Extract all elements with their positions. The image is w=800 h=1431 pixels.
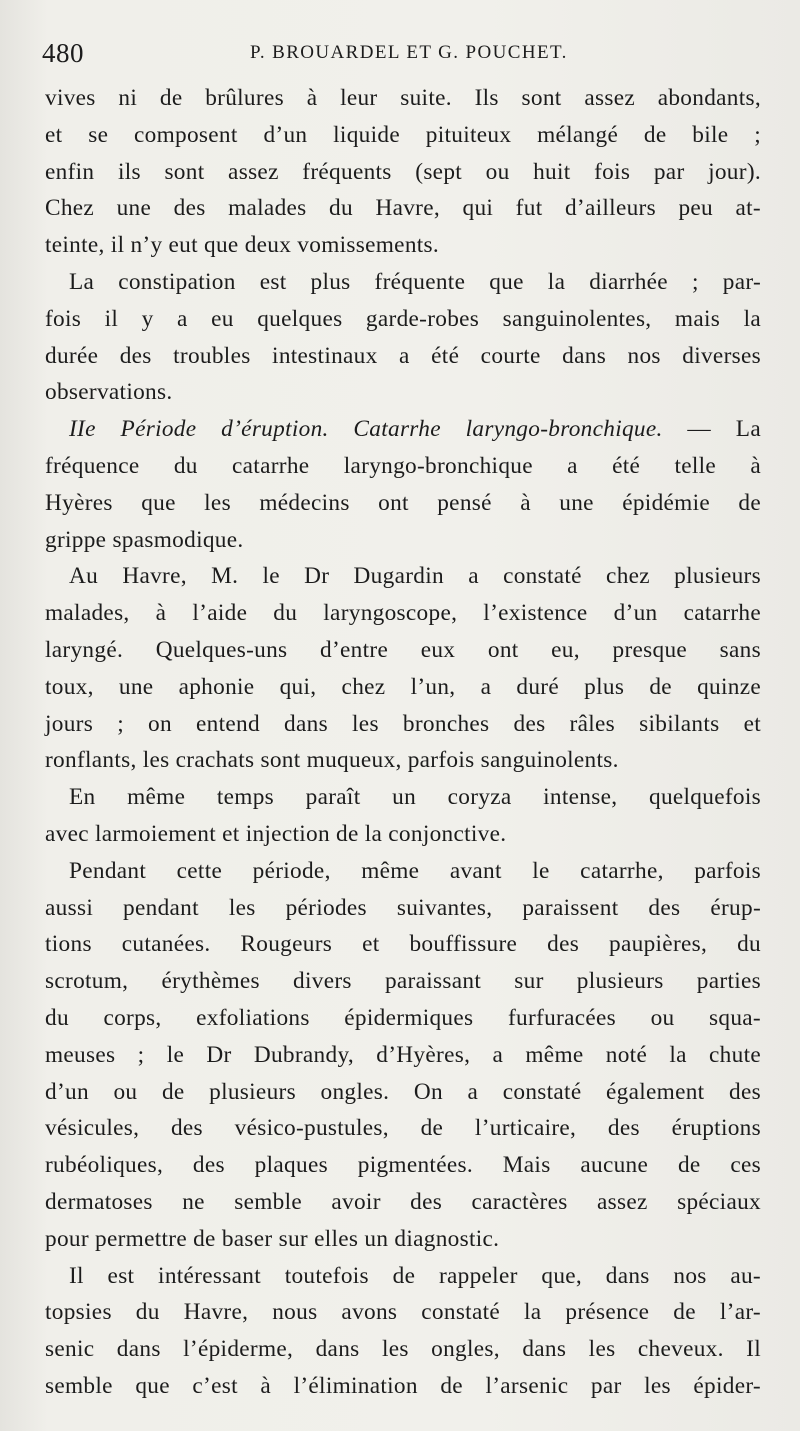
text-line: observations. xyxy=(45,379,173,406)
text-line: grippe spasmodique. xyxy=(45,526,244,553)
text-line: La constipation est plus fréquente que la diarrhée ; par- xyxy=(69,268,761,295)
text-line: fréquence du catarrhe laryngo-bronchique a été telle à xyxy=(45,452,761,479)
body-text xyxy=(45,80,761,1405)
section-heading: IIe Période d’éruption. Catarrhe laryngo-bronchique. xyxy=(69,416,663,443)
text-line: avec larmoiement et injection de la conjonctive. xyxy=(45,820,507,847)
text-line: meuses ; le Dr Dubrandy, d’Hyères, a même noté la chute xyxy=(45,1041,761,1068)
text-line: teinte, il n’y eut que deux vomissements. xyxy=(45,232,440,259)
heading-tail: — La xyxy=(662,416,761,443)
text-line: senic dans l’épiderme, dans les ongles, dans les cheveux. Il xyxy=(45,1336,761,1363)
text-line: durée des troubles intestinaux a été courte dans nos diverses xyxy=(45,342,761,369)
paragraph-constipation xyxy=(45,264,761,411)
text-line: fois il y a eu quelques garde-robes sanguinolentes, mais la xyxy=(45,305,761,332)
paragraph-arsenic-autopsies xyxy=(45,1258,761,1405)
text-line: enfin ils sont assez fréquents (sept ou huit fois par jour). xyxy=(45,158,761,185)
text-line: vésicules, des vésico-pustules, de l’urticaire, des éruptions xyxy=(45,1115,761,1142)
text-line: et se composent d’un liquide pituiteux mélangé de bile ; xyxy=(45,121,761,148)
text-line: rubéoliques, des plaques pigmentées. Mais aucune de ces xyxy=(45,1152,761,1179)
paragraph-havre-laryngoscope xyxy=(45,558,761,779)
page-header xyxy=(42,38,760,78)
paragraph-cutaneous-eruptions xyxy=(45,853,761,1258)
page-number: 480 xyxy=(42,38,84,68)
text-line: topsies du Havre, nous avons constaté la présence de l’ar- xyxy=(45,1299,761,1326)
text-line: Hyères que les médecins ont pensé à une épidémie de xyxy=(45,489,761,516)
text-line: aussi pendant les périodes suivantes, paraissent des érup- xyxy=(45,894,761,921)
text-line: Chez une des malades du Havre, qui fut d’ailleurs peu at- xyxy=(45,195,761,222)
text-line: du corps, exfoliations épidermiques furfuracées ou squa- xyxy=(45,1004,761,1031)
text-line: pour permettre de baser sur elles un diagnostic. xyxy=(45,1225,500,1252)
text-line: Il est intéressant toutefois de rappeler que, dans nos au- xyxy=(69,1262,761,1289)
text-line: vives ni de brûlures à leur suite. Ils sont assez abondants, xyxy=(45,85,761,111)
section-heading-line xyxy=(45,411,761,448)
text-line: semble que c’est à l’élimination de l’arsenic par les épider- xyxy=(45,1372,761,1399)
text-line: laryngé. Quelques-uns d’entre eux ont eu, presque sans xyxy=(45,636,761,663)
text-line: ronflants, les crachats sont muqueux, parfois sanguinolents. xyxy=(45,747,619,774)
text-line: d’un ou de plusieurs ongles. On a constaté également des xyxy=(45,1078,761,1105)
text-line: scrotum, érythèmes divers paraissant sur plusieurs parties xyxy=(45,968,761,995)
text-line: jours ; on entend dans les bronches des râles sibilants et xyxy=(45,710,761,737)
text-line: dermatoses ne semble avoir des caractères assez spéciaux xyxy=(45,1188,761,1215)
running-head: P. BROUARDEL ET G. POUCHET. xyxy=(250,42,568,63)
text-line: Pendant cette période, même avant le catarrhe, parfois xyxy=(69,857,761,884)
text-line: toux, une aphonie qui, chez l’un, a duré plus de quinze xyxy=(45,673,761,700)
text-line: En même temps paraît un coryza intense, quelquefois xyxy=(69,784,761,811)
paragraph-coryza xyxy=(45,779,761,853)
text-line: tions cutanées. Rougeurs et bouffissure des paupières, du xyxy=(45,931,761,958)
text-line: malades, à l’aide du laryngoscope, l’existence d’un catarrhe xyxy=(45,600,761,627)
text-line: Au Havre, M. le Dr Dugardin a constaté chez plusieurs xyxy=(69,563,761,590)
paragraph-vomiting xyxy=(45,80,761,264)
paragraph-eruption-period xyxy=(45,411,761,558)
